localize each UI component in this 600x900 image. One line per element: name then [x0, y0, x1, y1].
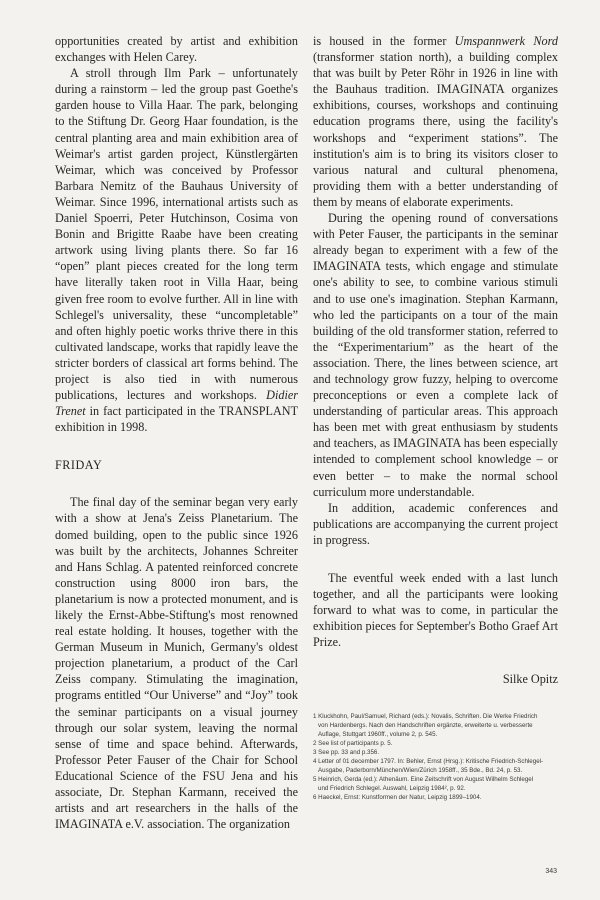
footnote-line: von Hardenbergs. Nach den Handschriften ergänzte, erweiterte u. verbesserte	[318, 722, 533, 730]
paragraph-fauser: During the opening round of conversations with Peter Fauser, the participants in the seminar already began to experiment with a few of the IMAGINATA tests, which engage and stimulate one's ability to see, to combine various stimuli and to use one's imagination. Stephan Karmann, who led the participants on a tour of the main building of the old transformer station, referred to the “Experimentarium” as the heart of the association. There, the lines between science, art and technology grow fuzzy, helping to overcome preconceptions or even a complete lack of understanding of particular areas. This approach has been met with great enthusiasm by students and teachers, as IMAGINATA has been especially intended to complement school knowledge – or even better – to make the normal school curriculum more understandable.	[313, 211, 558, 499]
footnote-line: 3 See pp. 33 and p.356.	[313, 749, 380, 757]
footnote-line: 2 See list of participants p. 5.	[313, 740, 393, 748]
ilm-park-text-end: in fact participated in the TRANSPLANT exhibition in 1998.	[55, 404, 299, 435]
paragraph-ilm-park	[55, 65, 298, 435]
right-column	[313, 33, 558, 803]
left-column	[55, 33, 298, 832]
footnote-line: 4 Letter of 01 december 1797. In: Behler, Ernst (Hrsg.): Kritische Friedrich-Schlegel-	[313, 758, 544, 765]
imaginata-text-end: (transformer station north), a building complex that was built by Peter Röhr in 1926 in line with the Bauhaus tradition. IMAGINATA organizes exhibitions, courses, workshops and continuing education programs there, using the facility's workshops and “experiment stations”. The institution's aim is to bring its visitors closer to various natural and cultural phenomena, providing them with a better understanding of them by means of elaborate experiments.	[313, 50, 558, 209]
paragraph-imaginata	[313, 33, 558, 210]
footnote-line: Ausgabe, Paderborn/München/Wien/Zürich 1958ff., 35 Bde., Bd. 24, p. 53.	[318, 766, 523, 774]
paragraph-final-lunch: The eventful week ended with a last lunch together, and all the participants were looking forward to what was to come, in particular the exhibition pieces for September's Botho Graef Art Prize.	[313, 571, 558, 650]
imaginata-text-start: is housed in the former	[313, 34, 447, 48]
page-number: 343	[545, 868, 557, 875]
footnote-line: und Friedrich Schlegel. Auswahl, Leipzig 1984², p. 92.	[318, 784, 466, 792]
footnote-line: Auflage, Stuttgart 1960ff., volume 2, p. 545.	[318, 731, 438, 739]
footnotes	[313, 713, 558, 802]
footnote-line: 6 Haeckel, Ernst: Kunstformen der Natur, Leipzig 1899–1904.	[313, 793, 482, 801]
building-name-italic: Umspannwerk Nord	[454, 34, 558, 48]
paragraph-conferences: In addition, academic conferences and publications are accompanying the current project in progress.	[313, 500, 558, 547]
author-signature: Silke Opitz	[502, 672, 558, 687]
paragraph-planetarium: The final day of the seminar began very early with a show at Jena's Zeiss Planetarium. The domed building, open to the public since 1926 was built by the architects, Johannes Schreiter and Hans Schlag. A patented reinforced concrete construction using 8000 iron bars, the planetarium is now a protected monument, and is likely the Ernst-Abbe-Stiftung's most renowned real estate holding. It houses, together with the German Museum in Munich, Germany's oldest projection planetarium, a product of the Carl Zeiss company. Stimulating the imagination, programs entitled “Our Universe” and “Joy” took the seminar participants on a visual journey through our solar system, leaving the normal sense of time and space behind. Afterwards, Professor Peter Fauser of the Chair for School Educational Science of the FSU Jena and his associate, Dr. Stephan Karmann, received the artists and art researchers in the halls of the IMAGINATA e.V. association. The organization	[55, 495, 298, 832]
section-heading-friday: FRIDAY	[55, 458, 103, 473]
ilm-park-text: A stroll through Ilm Park – unfortunately during a rainstorm – led the group past Goethe's garden house to Villa Haar. The park, belonging to the Stiftung Dr. Georg Haar foundation, is the central planting area and main exhibition area of Weimar's artist garden project, Künstlergärten Weimar, which was conceived by Professor Barbara Nemitz of the Bauhaus University of Weimar. Since 1996, international artists such as Daniel Spoerri, Peter Hutchinson, Cosima von Bonin and Brigitte Raabe have been creating artwork using living plants there. So far 16 “open” plant pieces created for the long term have literally taken root in Villa Haar, being given free room to evolve further. All in line with Schlegel's universality, these “uncompletable” and often highly poetic works thrive there in this cultivated landscape, works that rapidly leave the stricter borders of classical art forms behind. The project is also tied in with numerous publications, lectures and workshops.	[55, 66, 298, 403]
paragraph-carey: opportunities created by artist and exhibition exchanges with Helen Carey.	[55, 34, 298, 65]
artist-name-italic: Didier Trenet	[55, 388, 298, 419]
footnote-line: 5 Heinrich, Gerda (ed.): Athenäum. Eine Zeitschrift von August Wilhelm Schlegel	[313, 775, 534, 783]
footnote-line: 1 Kluckhohn, Paul/Samuel, Richard (eds.): Novalis, Schriften. Die Werke Friedrich	[313, 713, 538, 721]
